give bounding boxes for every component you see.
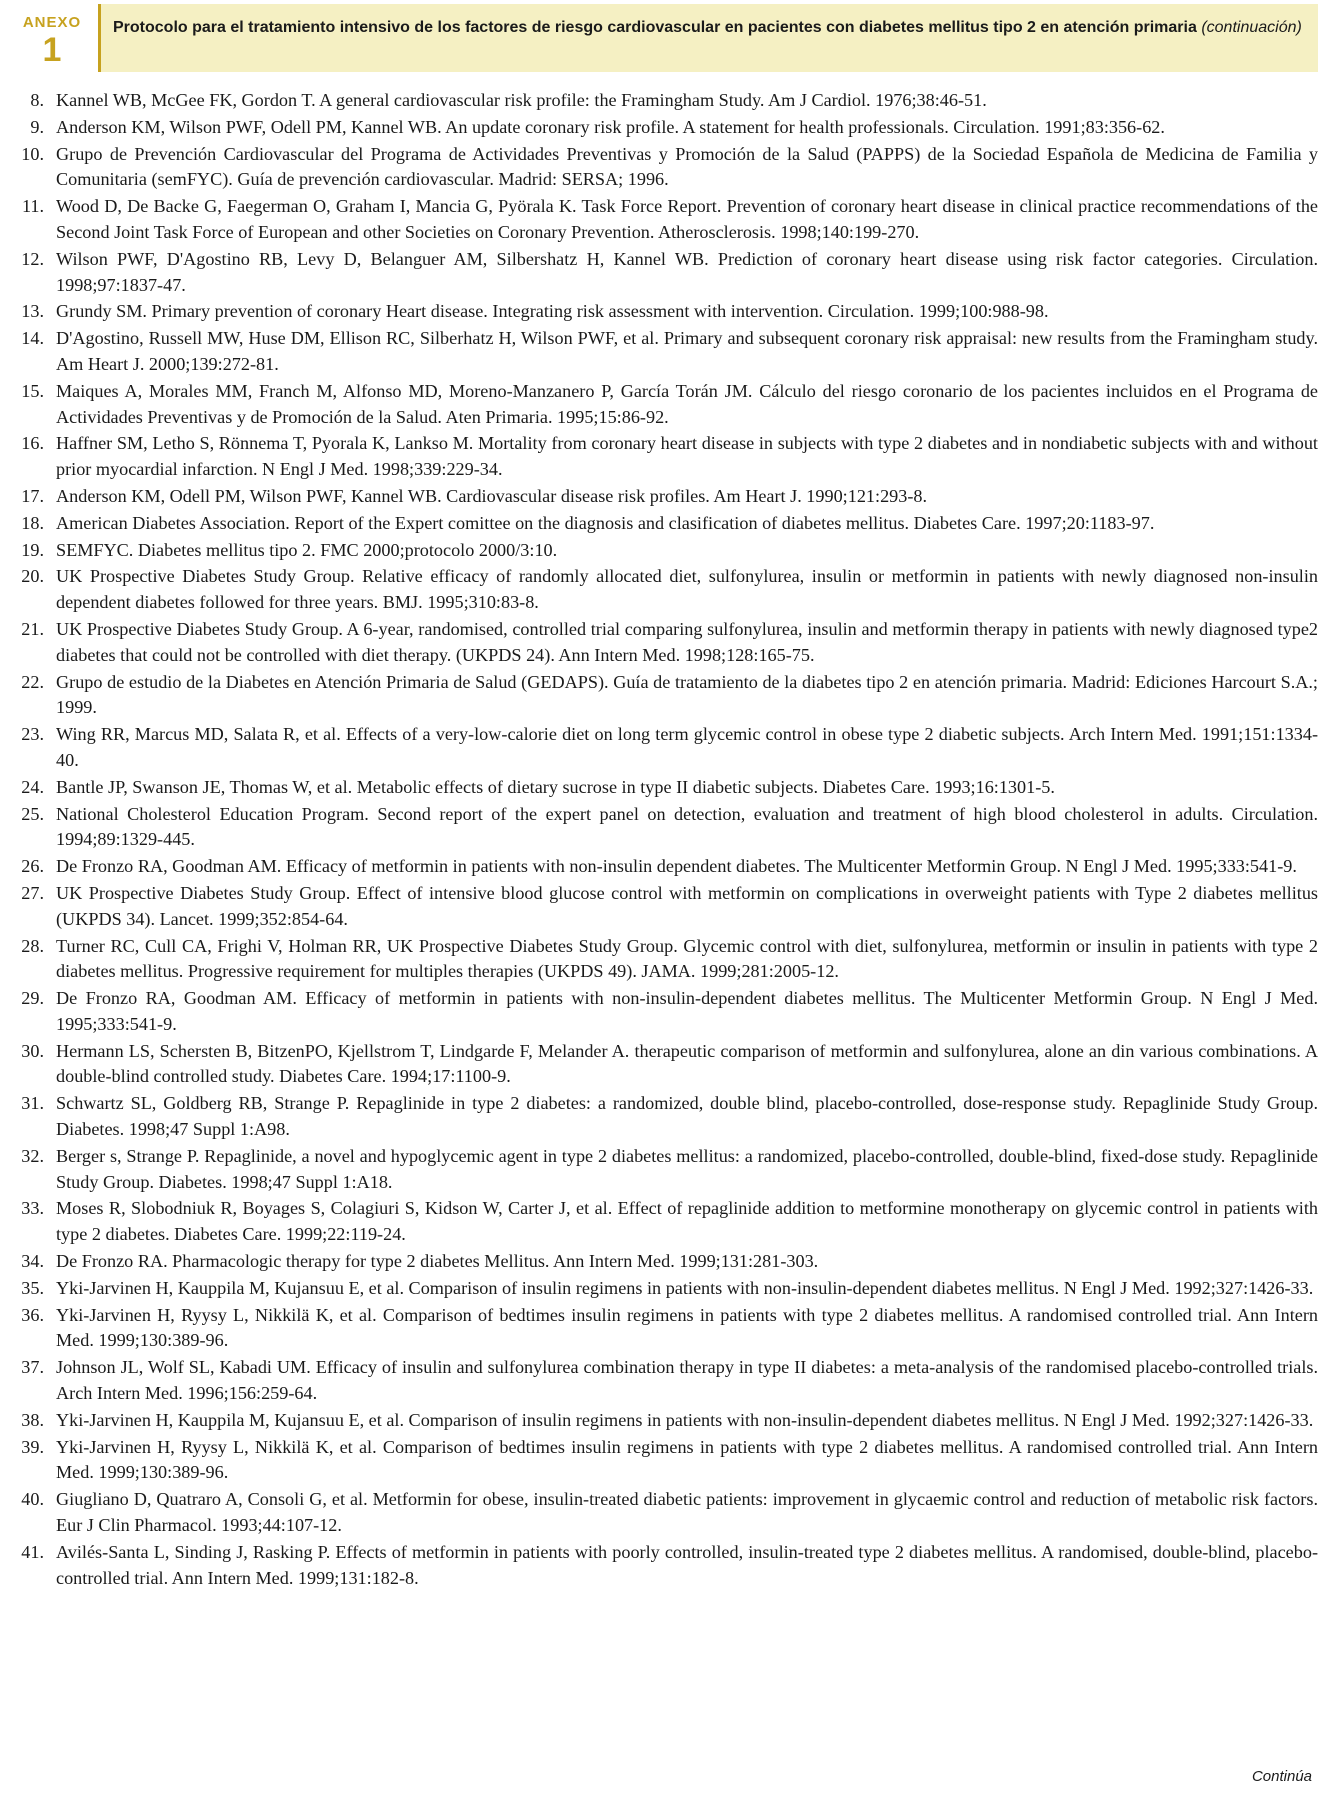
reference-item (16, 1249, 1318, 1275)
reference-item (16, 142, 1318, 194)
continuation-note: (continuación) (1201, 19, 1302, 36)
reference-text: Yki-Jarvinen H, Kauppila M, Kujansuu E, et al. Comparison of insulin regimens in patients with non-insulin-dependent diabetes mellitus. N Engl J Med. 1992;327:1426-33. (56, 1409, 1314, 1430)
reference-item (16, 484, 1318, 510)
page-title: Protocolo para el tratamiento intensivo de los factores de riesgo cardiovascular en pacientes con diabetes mellitus tipo 2 en atención primaria (113, 19, 1197, 36)
reference-number: 22. (21, 671, 44, 692)
reference-text: UK Prospective Diabetes Study Group. Effect of intensive blood glucose control with metformin on complications in overweight patients with Type 2 diabetes mellitus (UKPDS 34). Lancet. 1999;352:854-64. (56, 882, 1318, 929)
reference-item (16, 115, 1318, 141)
reference-item (16, 1408, 1318, 1434)
reference-item (16, 564, 1318, 616)
reference-text: UK Prospective Diabetes Study Group. Relative efficacy of randomly allocated diet, sulfonylurea, insulin or metformin in patients with newly diagnosed non-insulin dependent diabetes followed for three years. BMJ. 1995;310:83-8. (56, 566, 1318, 613)
reference-number: 21. (21, 618, 44, 639)
reference-text: Avilés-Santa L, Sinding J, Rasking P. Effects of metformin in patients with poorly controlled, insulin-treated type 2 diabetes mellitus. A randomised, double-blind, placebo-controlled trial. Ann Intern Med. 1999;131:182-8. (56, 1541, 1318, 1588)
reference-number: 23. (21, 724, 44, 745)
reference-text: Yki-Jarvinen H, Ryysy L, Nikkilä K, et al. Comparison of bedtimes insulin regimens in patients with type 2 diabetes mellitus. A randomised controlled trial. Ann Intern Med. 1999;130:389-96. (56, 1304, 1318, 1351)
reference-text: Anderson KM, Odell PM, Wilson PWF, Kannel WB. Cardiovascular disease risk profiles. Am Heart J. 1990;121:293-8. (56, 485, 928, 506)
reference-text: Yki-Jarvinen H, Ryysy L, Nikkilä K, et al. Comparison of bedtimes insulin regimens in patients with type 2 diabetes mellitus. A randomised controlled trial. Ann Intern Med. 1999;130:389-96. (56, 1436, 1318, 1483)
reference-item (16, 1487, 1318, 1539)
reference-text: Hermann LS, Schersten B, BitzenPO, Kjellstrom T, Lindgarde F, Melander A. therapeutic comparison of metformin and sulfonylurea, alone an din various combinations. A double-blind controlled study. Diabetes Care. 1994;17:1100-9. (56, 1040, 1318, 1087)
page-header (6, 4, 1318, 72)
reference-item (16, 379, 1318, 431)
anexo-number: 1 (42, 31, 62, 69)
reference-number: 33. (21, 1198, 44, 1219)
reference-number: 12. (21, 248, 44, 269)
reference-item (16, 299, 1318, 325)
reference-text: Turner RC, Cull CA, Frighi V, Holman RR, UK Prospective Diabetes Study Group. Glycemic control with diet, sulfonylurea, metformin or insulin in patients with type 2 diabetes mellitus. Progressive requirement for multiples therapies (UKPDS 49). JAMA. 1999;281:2005-12. (56, 935, 1318, 982)
reference-item (16, 775, 1318, 801)
reference-item (16, 854, 1318, 880)
reference-item (16, 1091, 1318, 1143)
reference-text: Schwartz SL, Goldberg RB, Strange P. Repaglinide in type 2 diabetes: a randomized, double blind, placebo-controlled, dose-response study. Repaglinide Study Group. Diabetes. 1998;47 Suppl 1:A98. (56, 1093, 1318, 1140)
reference-item (16, 1435, 1318, 1487)
reference-number: 39. (21, 1436, 44, 1457)
reference-text: De Fronzo RA, Goodman AM. Efficacy of metformin in patients with non-insulin-dependent diabetes mellitus. The Multicenter Metformin Group. N Engl J Med. 1995;333:541-9. (56, 988, 1318, 1034)
reference-text: Yki-Jarvinen H, Kauppila M, Kujansuu E, et al. Comparison of insulin regimens in patients with non-insulin-dependent diabetes mellitus. N Engl J Med. 1992;327:1426-33. (56, 1277, 1314, 1298)
reference-number: 8. (30, 90, 44, 110)
header-title-box (98, 4, 1318, 72)
reference-number: 32. (21, 1145, 44, 1166)
reference-number: 11. (21, 196, 44, 217)
anexo-tag (6, 4, 98, 72)
reference-text: Moses R, Slobodniuk R, Boyages S, Colagiuri S, Kidson W, Carter J, et al. Effect of repaglinide addition to metformine monotherapy on glycemic control in patients with type 2 diabetes. Diabetes Care. 1999;22:119-24. (56, 1198, 1318, 1245)
reference-text: Anderson KM, Wilson PWF, Odell PM, Kannel WB. An update coronary risk profile. A statement for health professionals. Circulation. 1991;83:356-62. (56, 116, 1165, 137)
reference-item (16, 617, 1318, 669)
reference-number: 40. (21, 1489, 44, 1510)
reference-text: Haffner SM, Letho S, Rönnema T, Pyorala K, Lankso M. Mortality from coronary heart disease in subjects with type 2 diabetes and in nondiabetic subjects with and without prior myocardial infarction. N Engl J Med. 1998;339:229-34. (56, 433, 1318, 480)
reference-text: Bantle JP, Swanson JE, Thomas W, et al. Metabolic effects of dietary sucrose in type II diabetic subjects. Diabetes Care. 1993;16:1301-5. (56, 776, 1055, 797)
reference-number: 20. (21, 566, 44, 587)
reference-item (16, 881, 1318, 933)
reference-number: 31. (21, 1093, 44, 1114)
reference-text: Berger s, Strange P. Repaglinide, a novel and hypoglycemic agent in type 2 diabetes mellitus: a randomized, placebo-controlled, double-blind, fixed-dose study. Repaglinide Study Group. Diabetes. 1998;47 Suppl 1:A18. (56, 1145, 1318, 1192)
reference-number: 13. (21, 301, 44, 322)
reference-number: 18. (21, 512, 44, 533)
reference-number: 25. (21, 803, 44, 824)
reference-item (16, 1540, 1318, 1592)
reference-item (16, 1196, 1318, 1248)
reference-item (16, 934, 1318, 986)
reference-text: Grundy SM. Primary prevention of coronary Heart disease. Integrating risk assessment with intervention. Circulation. 1999;100:988-98. (56, 301, 1049, 322)
reference-item (16, 247, 1318, 299)
reference-item (16, 431, 1318, 483)
reference-item (16, 194, 1318, 246)
continua-note: Continúa (1251, 1768, 1312, 1785)
reference-item (16, 326, 1318, 378)
reference-item (16, 88, 1318, 114)
reference-text: Johnson JL, Wolf SL, Kabadi UM. Efficacy of insulin and sulfonylurea combination therapy in type II diabetes: a meta-analysis of the randomised placebo-controlled trials. Arch Intern Med. 1996;156:259-64. (56, 1357, 1318, 1404)
reference-number: 28. (21, 935, 44, 956)
reference-text: American Diabetes Association. Report of the Expert comittee on the diagnosis and clasification of diabetes mellitus. Diabetes Care. 1997;20:1183-97. (56, 512, 1155, 533)
reference-text: Wilson PWF, D'Agostino RB, Levy D, Belanguer AM, Silbershatz H, Kannel WB. Prediction of coronary heart disease using risk factor categories. Circulation. 1998;97:1837-47. (56, 248, 1318, 295)
reference-item (16, 1144, 1318, 1196)
reference-item (16, 511, 1318, 537)
reference-text: Grupo de Prevención Cardiovascular del Programa de Actividades Preventivas y Promoción de la Salud (PAPPS) de la Sociedad Española de Medicina de Familia y Comunitaria (semFYC). Guía de prevención cardiovascular. Madrid: SERSA; 1996. (56, 143, 1318, 190)
reference-number: 37. (21, 1357, 44, 1378)
reference-item (16, 538, 1318, 564)
reference-item (16, 986, 1318, 1038)
reference-number: 35. (21, 1277, 44, 1298)
reference-list (16, 88, 1318, 1592)
reference-item (16, 722, 1318, 774)
reference-number: 10. (21, 143, 44, 164)
reference-number: 41. (21, 1541, 44, 1562)
reference-number: 19. (21, 539, 44, 560)
reference-number: 38. (21, 1409, 44, 1430)
reference-text: Wood D, De Backe G, Faegerman O, Graham I, Mancia G, Pyörala K. Task Force Report. Prevention of coronary heart disease in clinical practice recommendations of the Second Joint Task Force of European and other Societies on Coronary Prevention. Atherosclerosis. 1998;140:199-270. (56, 196, 1318, 242)
reference-number: 26. (21, 856, 44, 877)
anexo-label: ANEXO (22, 14, 82, 31)
reference-text: SEMFYC. Diabetes mellitus tipo 2. FMC 2000;protocolo 2000/3:10. (56, 539, 558, 560)
reference-item (16, 802, 1318, 854)
reference-number: 24. (21, 776, 44, 797)
reference-item (16, 1355, 1318, 1407)
reference-number: 36. (21, 1304, 44, 1325)
reference-text: UK Prospective Diabetes Study Group. A 6-year, randomised, controlled trial comparing sulfonylurea, insulin and metformin therapy in patients with newly diagnosed type2 diabetes that could not be controlled with diet therapy. (UKPDS 24). Ann Intern Med. 1998;128:165-75. (56, 618, 1318, 665)
reference-item (16, 1039, 1318, 1091)
reference-text: Giugliano D, Quatraro A, Consoli G, et al. Metformin for obese, insulin-treated diabetic patients: improvement in glycaemic control and reduction of metabolic risk factors. Eur J Clin Pharmacol. 1993;44:107-12. (56, 1489, 1318, 1536)
reference-item (16, 670, 1318, 722)
reference-number: 27. (21, 882, 44, 903)
reference-item (16, 1276, 1318, 1302)
reference-text: D'Agostino, Russell MW, Huse DM, Ellison RC, Silberhatz H, Wilson PWF, et al. Primary and subsequent coronary risk appraisal: new results from the Framingham study. Am Heart J. 2000;139:272-81. (56, 328, 1318, 374)
reference-item (16, 1303, 1318, 1355)
reference-number: 16. (21, 433, 44, 454)
reference-number: 15. (21, 380, 44, 401)
reference-text: Wing RR, Marcus MD, Salata R, et al. Effects of a very-low-calorie diet on long term glycemic control in obese type 2 diabetic subjects. Arch Intern Med. 1991;151:1334-40. (56, 724, 1318, 770)
reference-text: De Fronzo RA, Goodman AM. Efficacy of metformin in patients with non-insulin dependent diabetes. The Multicenter Metformin Group. N Engl J Med. 1995;333:541-9. (56, 856, 1297, 877)
reference-number: 14. (21, 328, 44, 349)
reference-text: Kannel WB, McGee FK, Gordon T. A general cardiovascular risk profile: the Framingham Study. Am J Cardiol. 1976;38:46-51. (56, 90, 987, 110)
reference-number: 9. (30, 116, 44, 137)
reference-number: 29. (21, 988, 44, 1009)
reference-number: 17. (21, 485, 44, 506)
reference-text: Grupo de estudio de la Diabetes en Atención Primaria de Salud (GEDAPS). Guía de tratamiento de la diabetes tipo 2 en atención primaria. Madrid: Ediciones Harcourt S.A.; 1999. (56, 671, 1318, 718)
reference-number: 30. (21, 1040, 44, 1061)
reference-number: 34. (21, 1251, 44, 1272)
reference-text: National Cholesterol Education Program. Second report of the expert panel on detection, evaluation and treatment of high blood cholesterol in adults. Circulation. 1994;89:1329-445. (56, 803, 1318, 850)
reference-text: De Fronzo RA. Pharmacologic therapy for type 2 diabetes Mellitus. Ann Intern Med. 1999;131:281-303. (56, 1251, 819, 1272)
reference-text: Maiques A, Morales MM, Franch M, Alfonso MD, Moreno-Manzanero P, García Torán JM. Cálculo del riesgo coronario de los pacientes incluidos en el Programa de Actividades Preventivas y de Promoción de la Salud. Aten Primaria. 1995;15:86-92. (56, 380, 1318, 427)
